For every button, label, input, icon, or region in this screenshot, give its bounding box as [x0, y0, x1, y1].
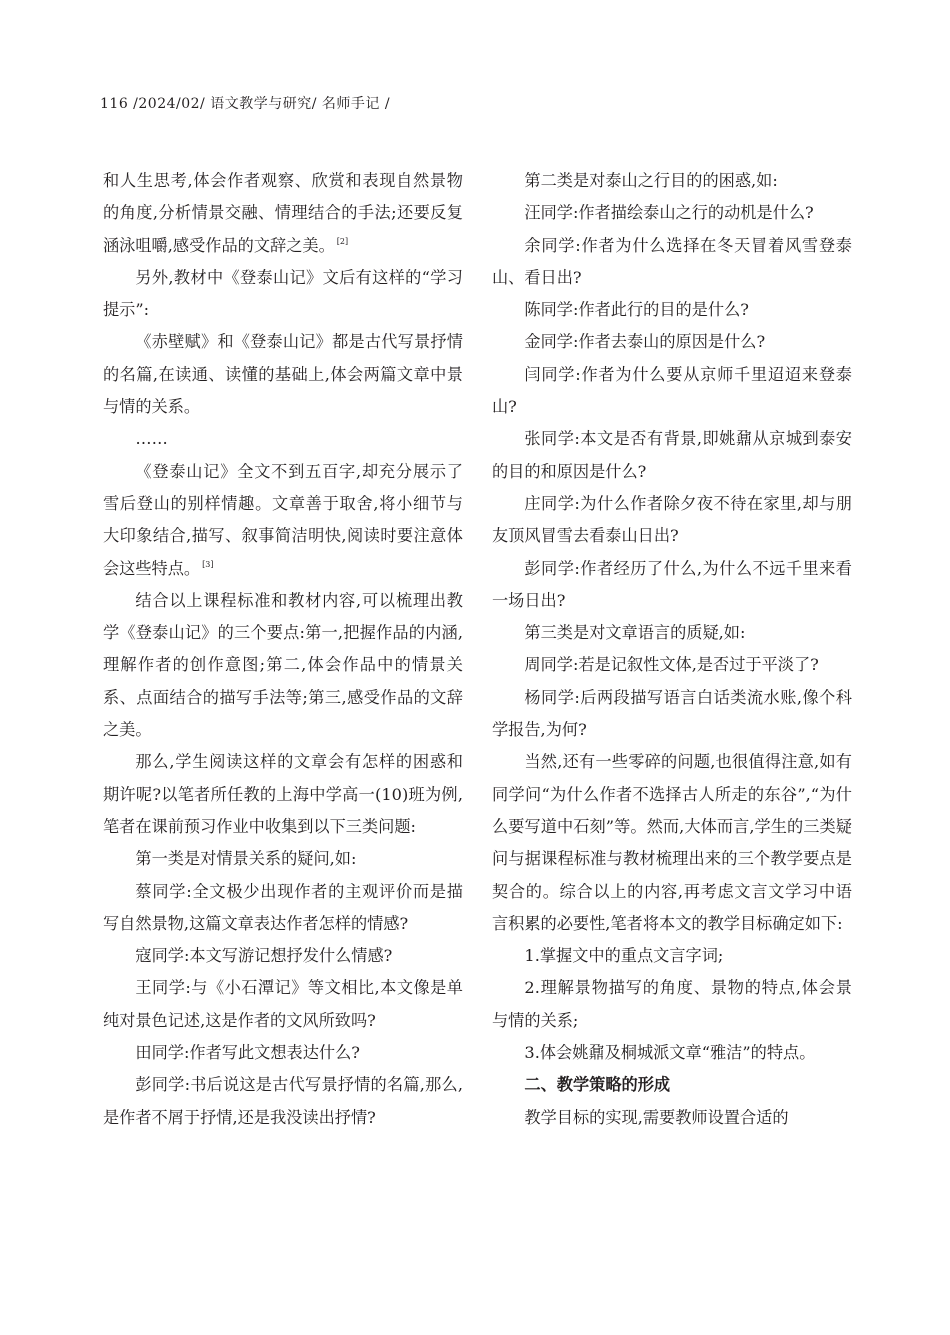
- student-question: 王同学:与《小石潭记》等文相比,本文像是单纯对景色记述,这是作者的文风所致吗?: [103, 978, 463, 1030]
- goal-item: 1.掌握文中的重点文言字词;: [524, 946, 724, 966]
- student-question: 寇同学:本文写游记想抒发什么情感?: [135, 946, 393, 966]
- student-question: 周同学:若是记叙性文体,是否过于平淡了?: [524, 655, 819, 675]
- right-column: [492, 165, 852, 1134]
- student-question: 彭同学:作者经历了什么,为什么不远千里来看一场日出?: [492, 558, 852, 610]
- student-question: 田同学:作者写此文想表达什么?: [135, 1043, 360, 1063]
- goal-item: 3.体会姚鼐及桐城派文章“雅洁”的特点。: [524, 1043, 816, 1063]
- student-question: 彭同学:书后说这是古代写景抒情的名篇,那么,是作者不屑于抒情,还是我没读出抒情?: [103, 1075, 463, 1127]
- reference-mark: [3]: [202, 560, 214, 570]
- student-question: 张同学:本文是否有背景,即姚鼐从京城到泰安的目的和原因是什么?: [492, 429, 852, 481]
- left-column: [103, 165, 463, 1134]
- goal-item: 2.理解景物描写的角度、景物的特点,体会景与情的关系;: [492, 978, 852, 1030]
- quoted-paragraph: 《赤壁赋》和《登泰山记》都是古代写景抒情的名篇,在读通、读懂的基础上,体会两篇文章中景与情的关系。: [103, 332, 463, 417]
- paragraph: 第二类是对泰山之行目的的困惑,如:: [524, 171, 778, 190]
- student-question: 蔡同学:全文极少出现作者的主观评价而是描写自然景物,这篇文章表达作者怎样的情感?: [103, 881, 463, 933]
- student-question: 金同学:作者去泰山的原因是什么?: [524, 332, 766, 352]
- ellipsis: ……: [135, 429, 168, 449]
- student-question: 陈同学:作者此行的目的是什么?: [524, 300, 749, 320]
- paragraph: 当然,还有一些零碎的问题,也很值得注意,如有同学问“为什么作者不选择古人所走的东谷”,“为什么要写道中石刻”等。然而,大体而言,学生的三类疑问与据课程标准与教材梳理出来的三个教学要点是契合的。综合以上的内容,再考虑文言文学习中语言积累的必要性,笔者将本文的教学目标确定如下:: [492, 752, 852, 933]
- paragraph: 和人生思考,体会作者观察、欣赏和表现自然景物的角度,分析情景交融、情理结合的手法;还要反复涵泳咀嚼,感受作品的文辞之美。 [2]: [103, 171, 463, 255]
- quoted-paragraph: 《登泰山记》全文不到五百字,却充分展示了雪后登山的别样情趣。文章善于取舍,将小细节与大印象结合,描写、叙事简洁明快,阅读时要注意体会这些特点。 [3]: [103, 461, 463, 578]
- paragraph: 第三类是对文章语言的质疑,如:: [524, 623, 746, 643]
- paragraph: 第一类是对情景关系的疑问,如:: [135, 849, 357, 869]
- paragraph: 教学目标的实现,需要教师设置合适的: [524, 1107, 789, 1127]
- paragraph: 那么,学生阅读这样的文章会有怎样的困惑和期许呢?以笔者所任教的上海中学高一(10)班为例,笔者在课前预习作业中收集到以下三类问题:: [103, 752, 463, 836]
- paragraph: 另外,教材中《登泰山记》文后有这样的“学习提示”:: [103, 267, 463, 320]
- student-question: 杨同学:后两段描写语言白话类流水账,像个科学报告,为何?: [492, 687, 852, 740]
- student-question: 汪同学:作者描绘泰山之行的动机是什么?: [524, 203, 814, 223]
- paragraph: 结合以上课程标准和教材内容,可以梳理出教学《登泰山记》的三个要点:第一,把握作品的内涵,理解作者的创作意图;第二,体会作品中的情景关系、点面结合的描写手法等;第三,感受作品的文辞之美。: [103, 590, 463, 740]
- running-header: 116 /2024/02/ 语文教学与研究/ 名师手记 /: [100, 96, 391, 112]
- section-heading: 二、教学策略的形成: [524, 1075, 671, 1095]
- student-question: 庄同学:为什么作者除夕夜不待在家里,却与朋友顶风冒雪去看泰山日出?: [492, 493, 852, 546]
- reference-mark: [2]: [336, 237, 349, 247]
- student-question: 余同学:作者为什么选择在冬天冒着风雪登泰山、看日出?: [492, 235, 852, 287]
- student-question: 闫同学:作者为什么要从京师千里迢迢来登泰山?: [492, 364, 852, 417]
